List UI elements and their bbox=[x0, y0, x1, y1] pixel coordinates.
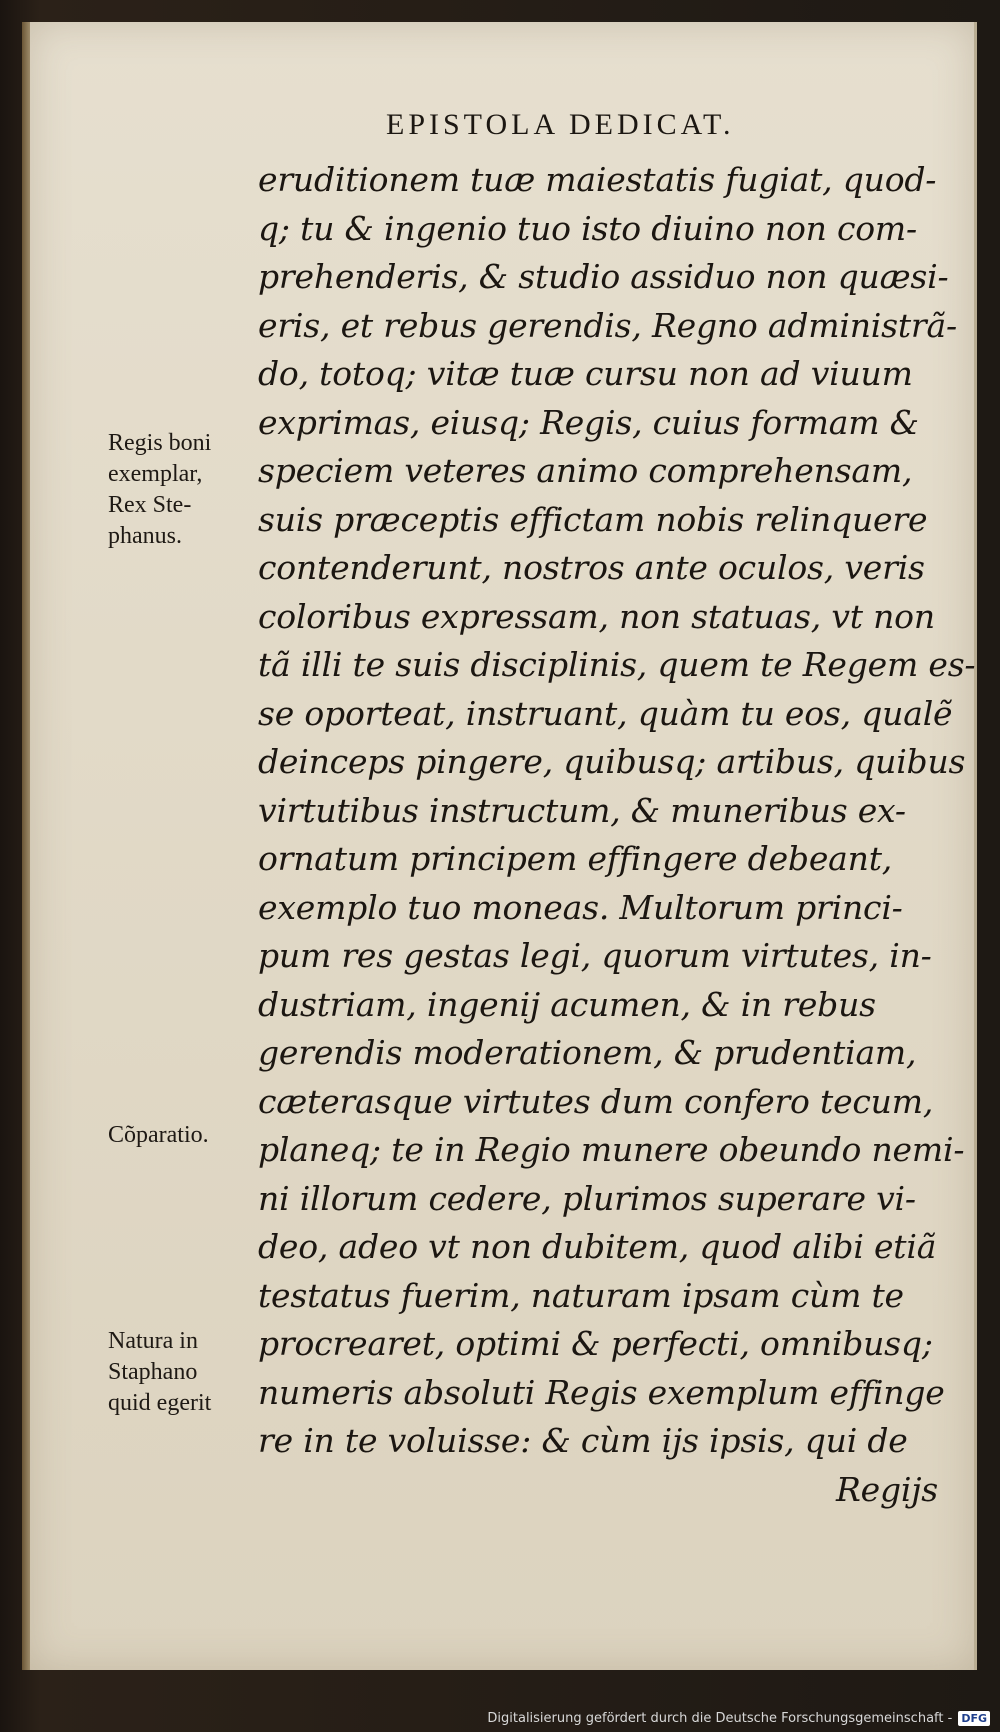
text-line: exprimas, eiusq; Regis, cuius formam & bbox=[258, 402, 919, 442]
text-line: contenderunt, nostros ante oculos, veris bbox=[258, 548, 925, 587]
dfg-logo: DFG bbox=[958, 1711, 990, 1726]
text-line: deinceps pingere, quibusq; artibus, quibus bbox=[258, 742, 966, 781]
text-line: cæterasque virtutes dum confero tecum, bbox=[258, 1081, 934, 1121]
margin-note-line: Natura in bbox=[108, 1328, 198, 1354]
margin-note-line: Staphano bbox=[108, 1359, 198, 1385]
text-line: exemplo tuo moneas. Multorum princi- bbox=[258, 887, 903, 927]
text-line: coloribus expressam, non statuas, vt non bbox=[258, 596, 935, 636]
text-line: virtutibus instructum, & muneribus ex- bbox=[258, 790, 906, 830]
running-head: EPISTOLA DEDICAT. bbox=[386, 108, 735, 141]
text-line: planeq; te in Regio munere obeundo nemi- bbox=[258, 1130, 965, 1169]
text-line: eruditionem tuæ maiestatis fugiat, quod- bbox=[258, 160, 937, 199]
text-line: deo, adeo vt non dubitem, quod alibi etiã bbox=[258, 1227, 937, 1266]
text-line: q; tu & ingenio tuo isto diuino non com- bbox=[258, 208, 917, 248]
text-line: testatus fuerim, naturam ipsam cùm te bbox=[258, 1275, 904, 1315]
margin-note-line: quid egerit bbox=[108, 1390, 212, 1416]
margin-note-line: phanus. bbox=[108, 523, 182, 549]
text-line: ornatum principem effingere debeant, bbox=[258, 839, 893, 878]
text-line: tã illi te suis disciplinis, quem te Regem es- bbox=[258, 645, 976, 684]
margin-note-line: Regis boni bbox=[108, 430, 212, 456]
text-line: suis præceptis effictam nobis relinquere bbox=[258, 499, 928, 539]
text-line: numeris absoluti Regis exemplum effinge bbox=[258, 1372, 945, 1412]
text-line: se oporteat, instruant, quàm tu eos, qualẽ bbox=[258, 693, 953, 733]
body-text bbox=[258, 156, 976, 1514]
text-line: ni illorum cedere, plurimos superare vi- bbox=[258, 1178, 916, 1218]
margin-note-comparatio bbox=[108, 1120, 258, 1151]
text-line: prehenderis, & studio assiduo non quæsi- bbox=[258, 257, 949, 296]
text-line: do, totoq; vitæ tuæ cursu non ad viuum bbox=[258, 354, 913, 393]
margin-note-line: Cõparatio. bbox=[108, 1122, 209, 1148]
credit-text: Digitalisierung gefördert durch die Deutsche Forschungsgemeinschaft - bbox=[487, 1711, 953, 1726]
margin-note-natura bbox=[108, 1326, 258, 1419]
text-line: re in te voluisse: & cùm ijs ipsis, qui de bbox=[258, 1421, 908, 1460]
text-line: eris, et rebus gerendis, Regno administrã- bbox=[258, 305, 957, 345]
text-line: procrearet, optimi & perfecti, omnibusq; bbox=[258, 1324, 933, 1363]
margin-note-line: Rex Ste- bbox=[108, 492, 192, 518]
text-line: speciem veteres animo comprehensam, bbox=[258, 451, 913, 490]
margin-note-line: exemplar, bbox=[108, 461, 203, 487]
digitization-credit bbox=[487, 1711, 990, 1726]
text-line: gerendis moderationem, & prudentiam, bbox=[258, 1033, 917, 1072]
catchword: Regijs bbox=[835, 1469, 938, 1509]
text-line: dustriam, ingenij acumen, & in rebus bbox=[258, 984, 876, 1024]
text-line: pum res gestas legi, quorum virtutes, in- bbox=[258, 936, 932, 975]
margin-note-regis-boni bbox=[108, 428, 258, 552]
